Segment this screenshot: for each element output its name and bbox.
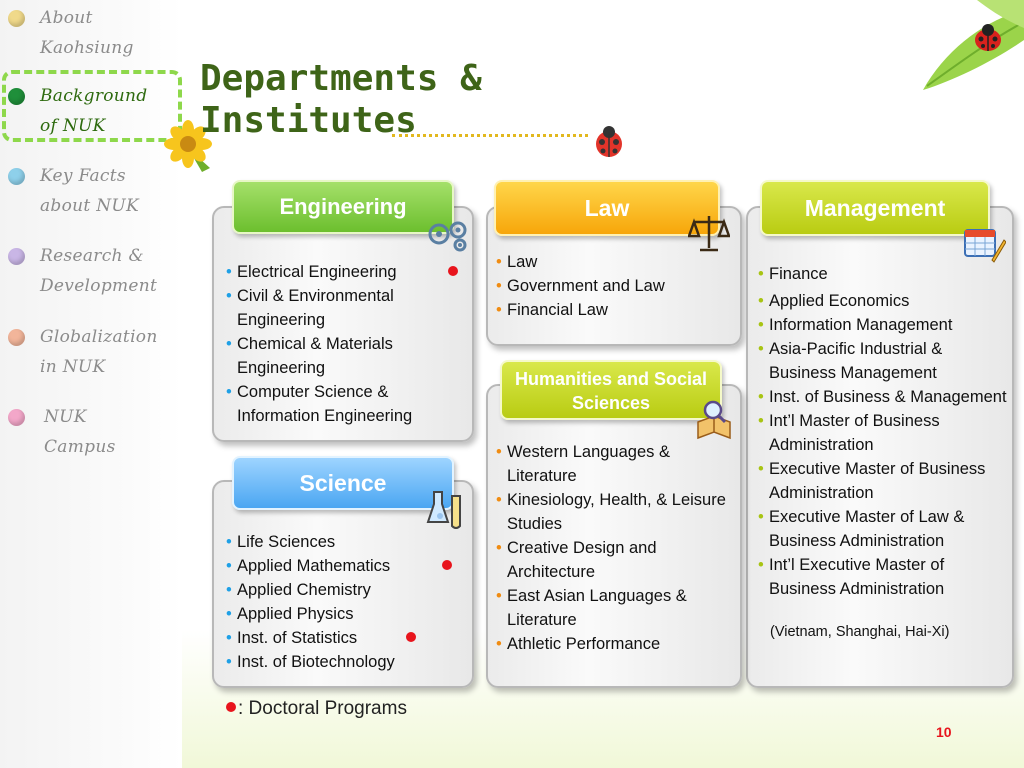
list-item: • Law [496,250,732,274]
list-item: • Creative Design and Architecture [496,536,734,584]
legend [226,698,407,720]
sidebar-item-label: Globalization in NUK [40,327,158,377]
list-item: • Kinesiology, Health, & Leisure Studies [496,488,734,536]
tab-humanities[interactable]: Humanities and Social Sciences [500,360,722,420]
list-item: • Executive Master of Law & Business Administration [758,505,1010,553]
list-item: • Inst. of Statistics [226,626,466,650]
list-item: • Civil & Environmental Engineering [226,284,466,332]
list-item: • Int’l Master of Business Administration [758,409,1010,457]
list-item: • Athletic Performance [496,632,734,656]
management-list [758,262,1010,601]
management-panel [746,206,1014,688]
list-item: • Chemical & Materials Engineering [226,332,466,380]
humanities-list [496,440,734,656]
list-item: • Western Languages & Literature [496,440,734,488]
scales-of-justice-icon [688,212,730,254]
page-number: 10 [936,724,952,740]
list-item: • Electrical Engineering [226,260,466,284]
list-item: • Computer Science & Information Engineering [226,380,466,428]
tab-management[interactable]: Management [760,180,990,236]
sidebar-item-label: NUK Campus [44,407,116,457]
tab-law[interactable]: Law [494,180,720,236]
list-item: • Financial Law [496,298,732,322]
doctoral-program-dot [442,560,452,570]
page-title: Departments & Institutes [200,58,482,141]
list-item: • Finance [758,262,1010,286]
legend-label: : Doctoral Programs [238,698,407,719]
bullet-dot-icon [8,409,25,426]
doctoral-program-dot [448,266,458,276]
list-item: • Inst. of Business & Management [758,385,1010,409]
bullet-dot-icon [8,88,25,105]
list-item: • Applied Mathematics [226,554,466,578]
bullet-dot-icon [8,168,25,185]
tab-engineering[interactable]: Engineering [232,180,454,234]
ladybug-icon [970,24,1006,54]
doctoral-program-dot [406,632,416,642]
sidebar-item-label: Key Facts about NUK [40,166,140,216]
sidebar-item-label: Background of NUK [40,86,148,136]
bullet-dot-icon [8,248,25,265]
bullet-dot-icon [8,329,25,346]
law-list [496,250,732,322]
list-item: • East Asian Languages & Literature [496,584,734,632]
list-item: • Int’l Executive Master of Business Administration [758,553,1010,601]
list-item: • Executive Master of Business Administration [758,457,1010,505]
sidebar-item-label: Research & Development [40,246,158,296]
engineering-list [226,260,466,428]
list-item: • Inst. of Biotechnology [226,650,466,674]
list-item: • Government and Law [496,274,732,298]
tab-science[interactable]: Science [232,456,454,510]
gears-icon [426,216,472,252]
list-item: • Life Sciences [226,530,466,554]
list-item: • Asia-Pacific Industrial & Business Management [758,337,1010,385]
list-item: • Applied Economics [758,289,1010,313]
list-item: • Applied Physics [226,602,466,626]
doctoral-program-dot [226,702,236,712]
ladybug-icon [592,124,626,160]
science-list [226,530,466,674]
bullet-dot-icon [8,10,25,27]
sidebar-nav [0,0,182,768]
calendar-pen-icon [962,224,1006,264]
laboratory-flask-icon [424,488,468,532]
list-item: • Information Management [758,313,1010,337]
list-item: • Applied Chemistry [226,578,466,602]
management-note: (Vietnam, Shanghai, Hai-Xi) [770,624,950,640]
sidebar-item-label: About Kaohsiung [40,8,134,58]
book-magnifier-icon [694,398,734,440]
title-dotted-rule [392,134,588,137]
